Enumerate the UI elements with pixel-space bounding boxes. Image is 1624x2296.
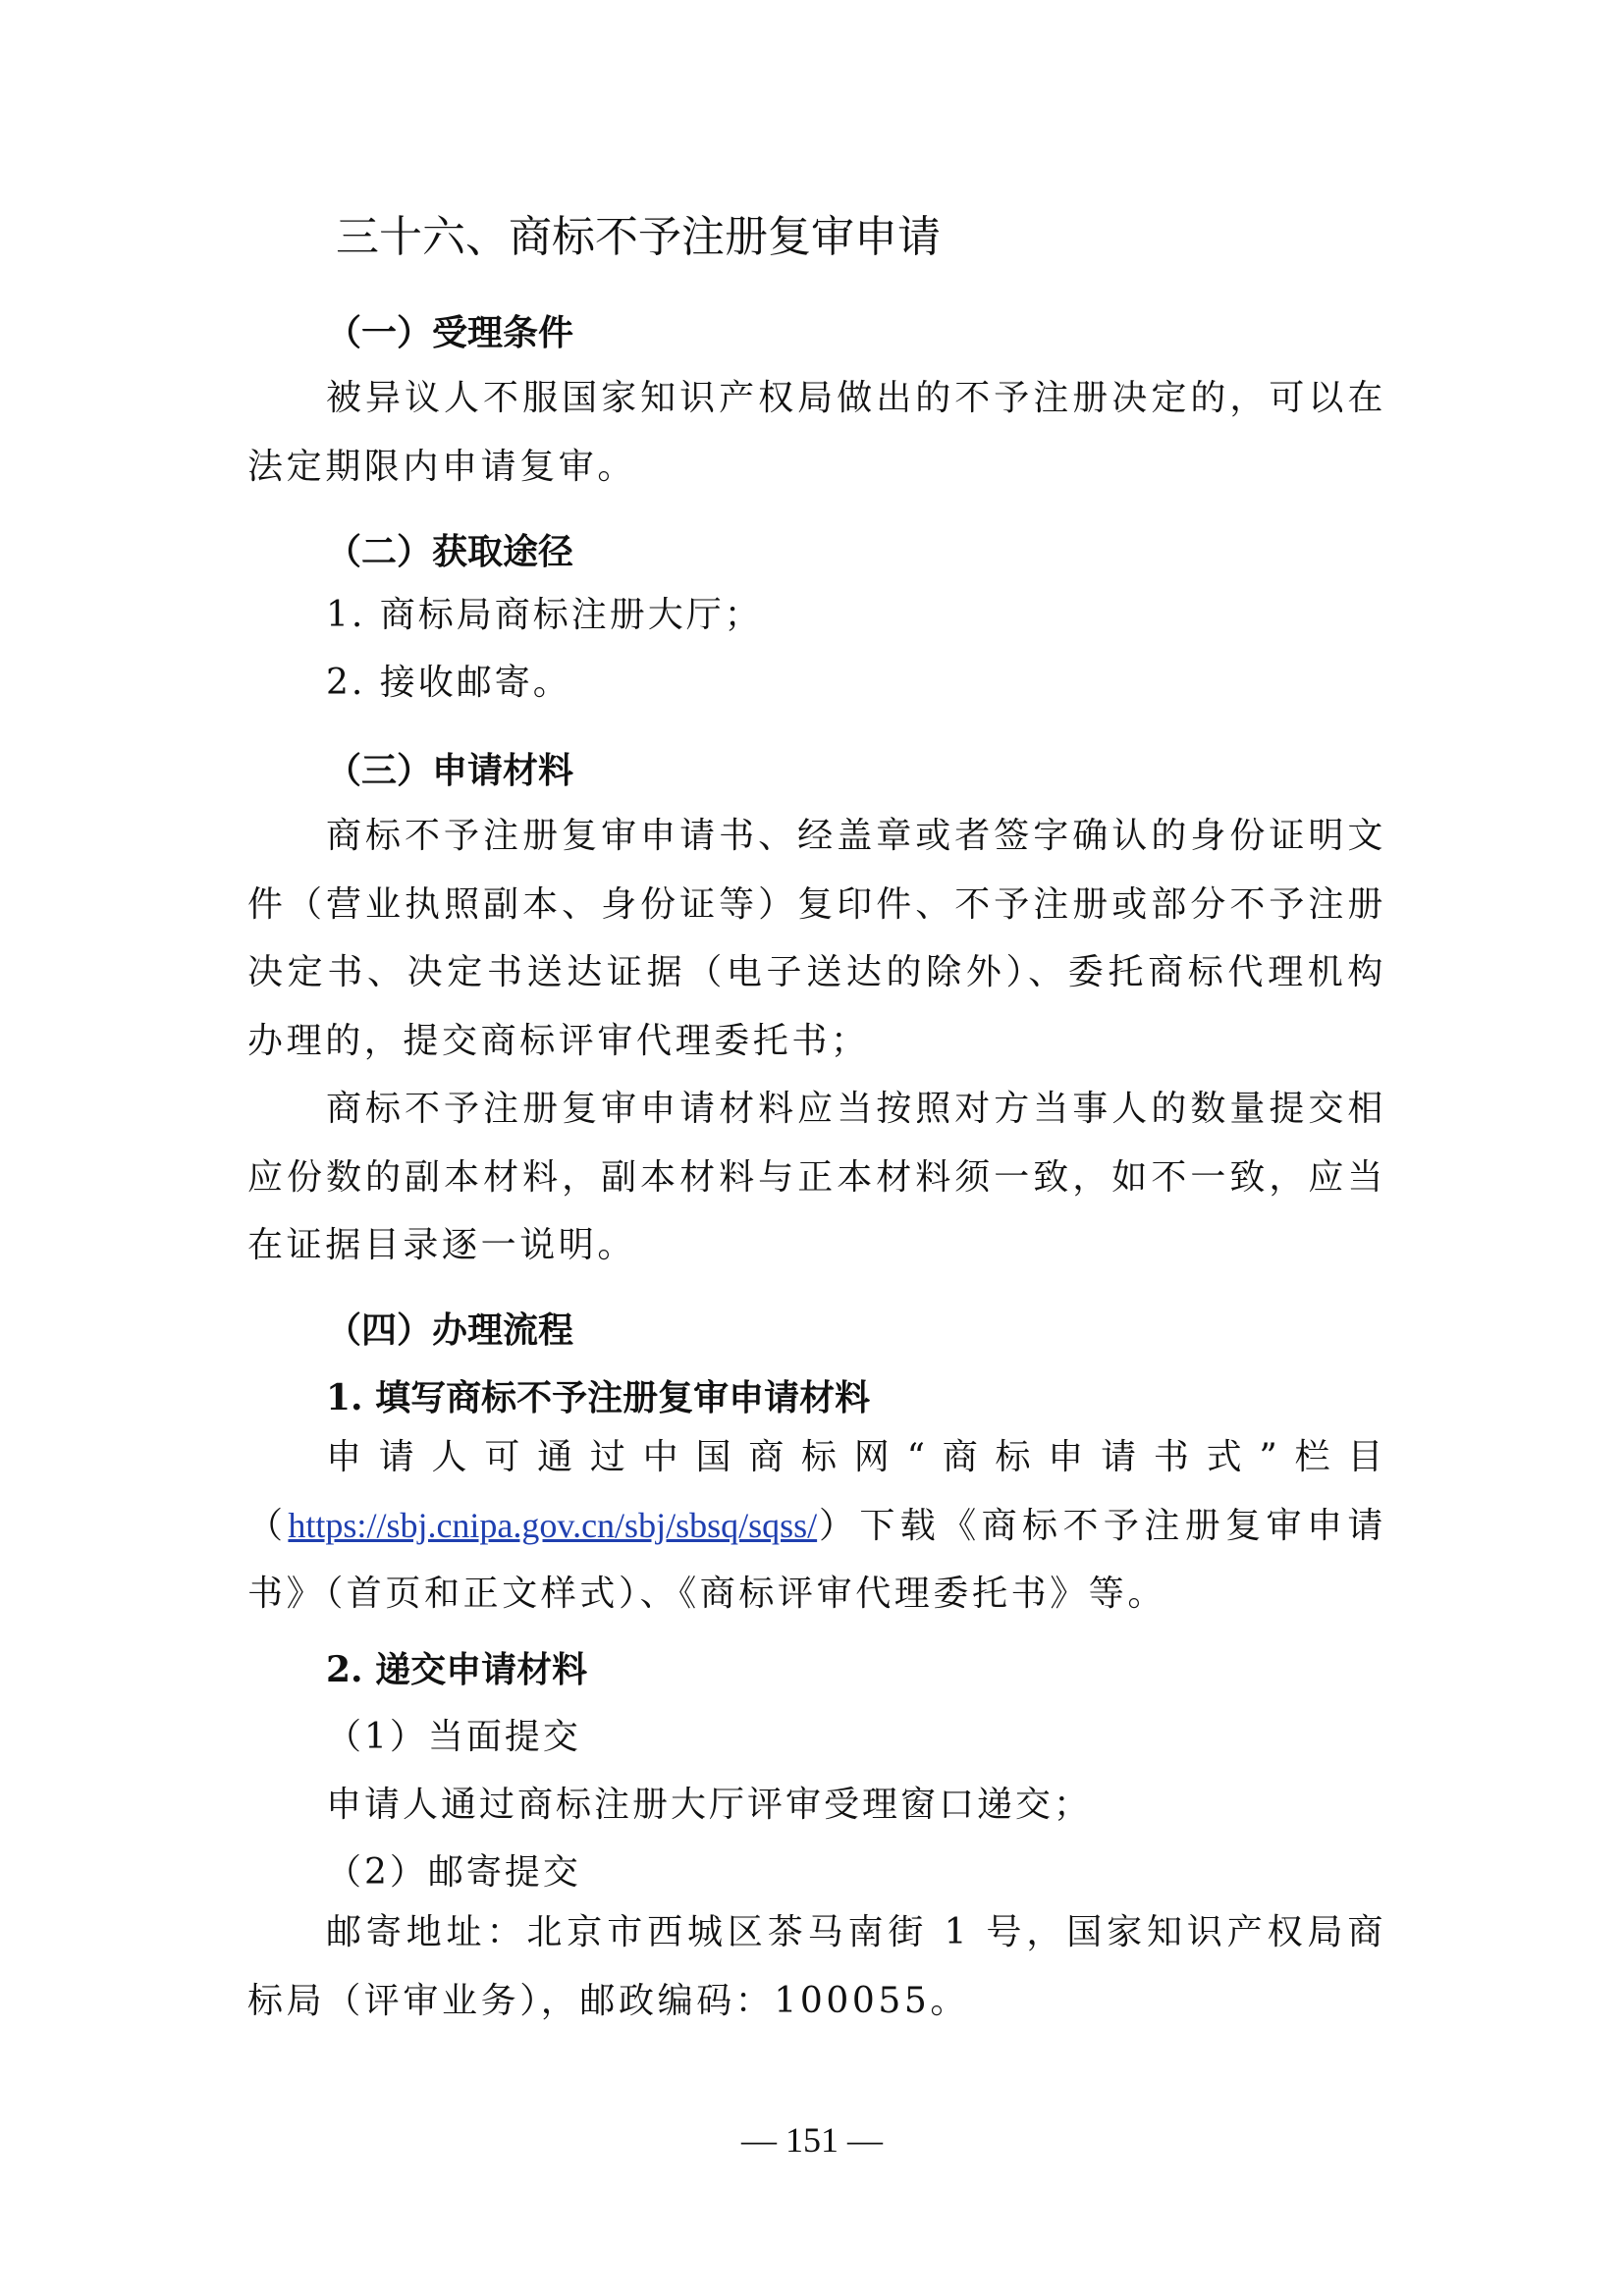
materials-paragraph-2: 商标不予注册复审申请材料应当按照对方当事人的数量提交相应份数的副本材料，副本材料与正本材料须一致，如不一致，应当在证据目录逐一说明。 <box>247 1089 1386 1265</box>
page-number: — 151 — <box>741 2120 883 2160</box>
step1-text-before: 申请人可通过中国商标网“商标申请书式”栏目（ <box>247 1437 1386 1546</box>
section-heading-materials: （三）申请材料 <box>326 750 574 791</box>
step2-heading: 2. 递交申请材料 <box>326 1649 588 1690</box>
section-heading-acceptance: （一）受理条件 <box>326 312 574 353</box>
materials-paragraph-1: 商标不予注册复审申请书、经盖章或者签字确认的身份证明文件（营业执照副本、身份证等）复印件、不予注册或部分不予注册决定书、决定书送达证据（电子送达的除外）、委托商标代理机构办理的，提交商标评审代理委托书； <box>247 816 1386 1061</box>
acceptance-paragraph: 被异议人不服国家知识产权局做出的不予注册决定的，可以在法定期限内申请复审。 <box>247 378 1386 487</box>
step1-paragraph <box>247 1423 1386 1629</box>
sub1-text: 申请人通过商标注册大厅评审受理窗口递交； <box>326 1785 1093 1825</box>
channel-item-1: 1. 商标局商标注册大厅； <box>326 595 763 635</box>
application-forms-link[interactable]: https://sbj.cnipa.gov.cn/sbj/sbsq/sqss/ <box>288 1505 818 1545</box>
channel-item-2: 2. 接收邮寄。 <box>326 663 571 703</box>
section-heading-process: （四）办理流程 <box>326 1309 574 1351</box>
sub2-label: （2）邮寄提交 <box>326 1852 581 1893</box>
section-heading-channels: （二）获取途径 <box>326 531 574 572</box>
page-title: 三十六、商标不予注册复审申请 <box>336 212 941 262</box>
step1-heading: 1. 填写商标不予注册复审申请材料 <box>326 1377 871 1418</box>
step1-text-after: ）下载《商标不予注册复审申请书》（首页和正文样式）、《商标评审代理委托书》等。 <box>247 1505 1386 1614</box>
sub1-label: （1）当面提交 <box>326 1717 581 1757</box>
sub2-text: 邮寄地址：北京市西城区茶马南街 1 号，国家知识产权局商标局（评审业务），邮政编码：100055。 <box>247 1912 1386 2021</box>
